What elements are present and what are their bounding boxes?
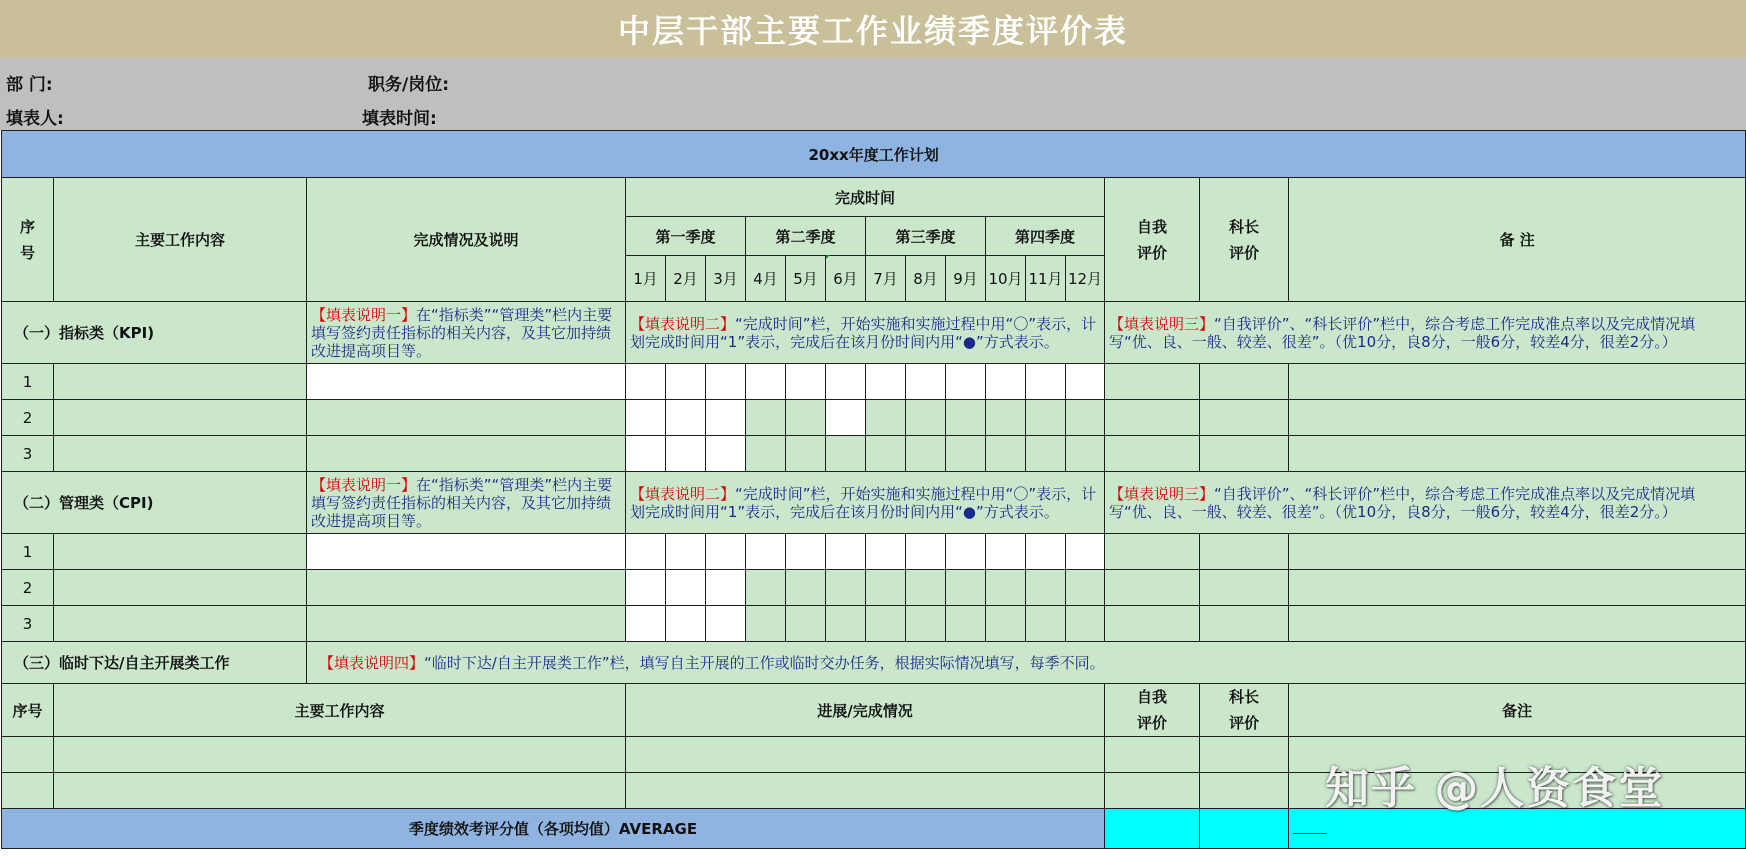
month-cell[interactable] (666, 606, 706, 642)
month-cell[interactable] (746, 534, 786, 570)
month-cell[interactable] (866, 400, 906, 436)
self-eval-cell[interactable] (1105, 364, 1200, 400)
section-kpi-label: （一）指标类（KPI) (2, 302, 307, 364)
month-cell[interactable] (1026, 606, 1066, 642)
self-eval-cell[interactable] (1105, 534, 1200, 570)
content-cell[interactable] (54, 737, 626, 773)
month-cell[interactable] (746, 400, 786, 436)
evaluation-sheet (1, 130, 1745, 856)
month-header: 3月 (706, 256, 746, 302)
chief-eval-cell[interactable] (1200, 737, 1289, 773)
table-row (2, 436, 1746, 472)
month-cell[interactable] (826, 534, 866, 570)
section-kpi-note-3: 【填表说明三】“自我评价”、“科长评价”栏中，综合考虑工作完成准点率以及完成情况填写“优、良、一般、较差、很差”。（优10分，良8分，一般6分，较差4分，很差2分。） (1105, 302, 1746, 364)
content-cell[interactable] (54, 436, 307, 472)
month-cell[interactable] (826, 436, 866, 472)
month-cell[interactable] (706, 570, 746, 606)
self-eval-cell[interactable] (1105, 606, 1200, 642)
month-cell[interactable] (626, 534, 666, 570)
cell-comment-marker (826, 255, 830, 259)
month-cell[interactable] (1026, 436, 1066, 472)
month-header: 12月 (1066, 256, 1105, 302)
month-cell[interactable] (786, 400, 826, 436)
section-temp-note: 【填表说明四】“临时下达/自主开展类工作”栏，填写自主开展的工作或临时交办任务，根据实际情况填写，每季不同。 (307, 642, 1746, 684)
month-cell[interactable] (1066, 436, 1105, 472)
month-cell[interactable] (626, 400, 666, 436)
seq-header-2: 序号 (2, 684, 54, 737)
table-row (2, 364, 1746, 400)
month-cell[interactable] (1026, 364, 1066, 400)
chief-eval-cell[interactable] (1200, 773, 1289, 809)
month-cell[interactable] (666, 400, 706, 436)
month-cell[interactable] (706, 606, 746, 642)
filler-label: 填表人: (6, 109, 64, 129)
content-cell[interactable] (54, 773, 626, 809)
self-eval-header: 自我评价 (1105, 178, 1200, 302)
chief-eval-cell[interactable] (1200, 364, 1289, 400)
fill-time-label: 填表时间: (362, 109, 437, 129)
month-cell[interactable] (826, 400, 866, 436)
month-cell[interactable] (706, 364, 746, 400)
month-cell[interactable] (986, 364, 1026, 400)
chief-eval-header-2: 科长评价 (1200, 684, 1289, 737)
month-cell[interactable] (706, 436, 746, 472)
row-number: 3 (2, 436, 54, 472)
month-cell[interactable] (906, 606, 946, 642)
month-cell[interactable] (666, 570, 706, 606)
self-eval-header-2: 自我评价 (1105, 684, 1200, 737)
month-cell[interactable] (746, 436, 786, 472)
month-cell[interactable] (1066, 400, 1105, 436)
self-eval-cell[interactable] (1105, 436, 1200, 472)
month-cell[interactable] (866, 436, 906, 472)
title-bar (0, 0, 1746, 58)
month-header: 10月 (986, 256, 1026, 302)
info-panel (0, 58, 1746, 130)
month-cell[interactable] (706, 534, 746, 570)
self-eval-cell[interactable] (1105, 737, 1200, 773)
section-cpi-label: （二）管理类（CPI) (2, 472, 307, 534)
table-row (2, 400, 1746, 436)
month-header: 5月 (786, 256, 826, 302)
remark-header-2: 备注 (1289, 684, 1746, 737)
average-label: 季度绩效考评分值（各项均值）AVERAGE (2, 809, 1105, 849)
month-cell[interactable] (706, 400, 746, 436)
progress-cell[interactable] (626, 773, 1105, 809)
month-cell[interactable] (746, 570, 786, 606)
progress-cell[interactable] (626, 737, 1105, 773)
section-cpi-note-3: 【填表说明三】“自我评价”、“科长评价”栏中，综合考虑工作完成准点率以及完成情况填写“优、良、一般、较差、很差”。（优10分，良8分，一般6分，较差4分，很差2分。） (1105, 472, 1746, 534)
month-cell[interactable] (746, 364, 786, 400)
content-header-2: 主要工作内容 (54, 684, 626, 737)
month-cell[interactable] (666, 534, 706, 570)
month-cell[interactable] (826, 364, 866, 400)
table-row (2, 606, 1746, 642)
chief-eval-cell[interactable] (1200, 534, 1289, 570)
chief-eval-cell[interactable] (1200, 436, 1289, 472)
month-cell[interactable] (946, 400, 986, 436)
month-cell[interactable] (626, 436, 666, 472)
watermark: 知乎 @人资食堂 (1325, 763, 1665, 814)
chief-eval-cell[interactable] (1200, 400, 1289, 436)
month-cell[interactable] (906, 534, 946, 570)
remark-cell[interactable] (1289, 364, 1746, 400)
status-cell[interactable] (307, 400, 626, 436)
chief-eval-cell[interactable] (1200, 606, 1289, 642)
status-cell[interactable] (307, 436, 626, 472)
content-cell[interactable] (54, 534, 307, 570)
row-number: 2 (2, 400, 54, 436)
month-cell[interactable] (986, 606, 1026, 642)
month-cell[interactable] (786, 364, 826, 400)
month-cell[interactable] (746, 606, 786, 642)
month-header: 1月 (626, 256, 666, 302)
seq-cell[interactable] (2, 773, 54, 809)
section-kpi-note-1: 【填表说明一】在“指标类”“管理类”栏内主要填写签约责任指标的相关内容，及其它加持绩改进提高项目等。 (307, 302, 626, 364)
page-title: 中层干部主要工作业绩季度评价表 (617, 12, 1128, 50)
row-number: 1 (2, 534, 54, 570)
month-cell[interactable] (1066, 570, 1105, 606)
time-header: 完成时间 (626, 178, 1105, 217)
month-cell[interactable] (986, 400, 1026, 436)
month-cell[interactable] (986, 534, 1026, 570)
month-cell[interactable] (946, 436, 986, 472)
plan-title: 20xx年度工作计划 (2, 131, 1746, 178)
average-self-eval-cell[interactable] (1105, 809, 1200, 849)
month-cell[interactable] (946, 606, 986, 642)
month-cell[interactable] (906, 436, 946, 472)
quarter-1-header: 第一季度 (626, 217, 746, 256)
status-cell[interactable] (307, 364, 626, 400)
month-header: 4月 (746, 256, 786, 302)
remark-cell[interactable] (1289, 436, 1746, 472)
month-cell[interactable] (826, 606, 866, 642)
month-cell[interactable] (666, 436, 706, 472)
self-eval-cell[interactable] (1105, 570, 1200, 606)
table-row (2, 570, 1746, 606)
content-cell[interactable] (54, 400, 307, 436)
month-cell[interactable] (946, 364, 986, 400)
month-cell[interactable] (946, 570, 986, 606)
status-cell[interactable] (307, 606, 626, 642)
section-cpi-note-2: 【填表说明二】“完成时间”栏，开始实施和实施过程中用“〇”表示，计划完成时间用“1”表示，完成后在该月份时间内用“●”方式表示。 (626, 472, 1105, 534)
month-cell[interactable] (1066, 364, 1105, 400)
evaluation-table (1, 130, 1746, 849)
content-cell[interactable] (54, 606, 307, 642)
section-temp-label: （三）临时下达/自主开展类工作 (2, 642, 307, 684)
month-cell[interactable] (1066, 534, 1105, 570)
progress-header: 进展/完成情况 (626, 684, 1105, 737)
status-cell[interactable] (307, 534, 626, 570)
month-cell[interactable] (946, 534, 986, 570)
position-label: 职务/岗位: (368, 75, 450, 95)
month-cell[interactable] (906, 400, 946, 436)
self-eval-cell[interactable] (1105, 773, 1200, 809)
section-cpi-note-1: 【填表说明一】在“指标类”“管理类”栏内主要填写签约责任指标的相关内容，及其它加持绩改进提高项目等。 (307, 472, 626, 534)
month-cell[interactable] (666, 364, 706, 400)
seq-header: 序号 (2, 178, 54, 302)
month-cell[interactable] (986, 436, 1026, 472)
month-cell[interactable] (626, 364, 666, 400)
month-cell[interactable] (1026, 400, 1066, 436)
table-row (2, 534, 1746, 570)
chief-eval-header: 科长评价 (1200, 178, 1289, 302)
month-header: 11月 (1026, 256, 1066, 302)
month-cell[interactable] (1026, 534, 1066, 570)
remark-cell[interactable] (1289, 534, 1746, 570)
quarter-4-header: 第四季度 (986, 217, 1105, 256)
month-cell[interactable] (826, 570, 866, 606)
month-cell[interactable] (626, 606, 666, 642)
row-number: 2 (2, 570, 54, 606)
self-eval-cell[interactable] (1105, 400, 1200, 436)
month-header: 2月 (666, 256, 706, 302)
month-cell[interactable] (906, 570, 946, 606)
month-cell[interactable] (866, 570, 906, 606)
department-label: 部 门: (6, 75, 53, 95)
status-cell[interactable] (307, 570, 626, 606)
month-cell[interactable] (786, 606, 826, 642)
row-number: 1 (2, 364, 54, 400)
month-header: 9月 (946, 256, 986, 302)
month-cell[interactable] (1066, 606, 1105, 642)
month-header: 7月 (866, 256, 906, 302)
status-header: 完成情况及说明 (307, 178, 626, 302)
quarter-2-header: 第二季度 (746, 217, 866, 256)
remark-header: 备 注 (1289, 178, 1746, 302)
remark-cell[interactable] (1289, 606, 1746, 642)
seq-cell[interactable] (2, 737, 54, 773)
month-cell[interactable] (786, 570, 826, 606)
month-cell[interactable] (906, 364, 946, 400)
remark-cell[interactable] (1289, 400, 1746, 436)
content-cell[interactable] (54, 364, 307, 400)
month-header: 6月 (826, 256, 866, 302)
month-cell[interactable] (786, 436, 826, 472)
month-cell[interactable] (866, 606, 906, 642)
month-cell[interactable] (1026, 570, 1066, 606)
month-cell[interactable] (986, 570, 1026, 606)
section-kpi-note-2: 【填表说明二】“完成时间”栏，开始实施和实施过程中用“〇”表示，计划完成时间用“1”表示，完成后在该月份时间内用“●”方式表示。 (626, 302, 1105, 364)
month-header: 8月 (906, 256, 946, 302)
dash-mark (1293, 833, 1327, 834)
month-cell[interactable] (866, 534, 906, 570)
month-cell[interactable] (626, 570, 666, 606)
content-cell[interactable] (54, 570, 307, 606)
chief-eval-cell[interactable] (1200, 570, 1289, 606)
remark-cell[interactable] (1289, 570, 1746, 606)
content-header: 主要工作内容 (54, 178, 307, 302)
month-cell[interactable] (786, 534, 826, 570)
month-cell[interactable] (866, 364, 906, 400)
average-chief-eval-cell[interactable] (1200, 809, 1289, 849)
quarter-3-header: 第三季度 (866, 217, 986, 256)
row-number: 3 (2, 606, 54, 642)
